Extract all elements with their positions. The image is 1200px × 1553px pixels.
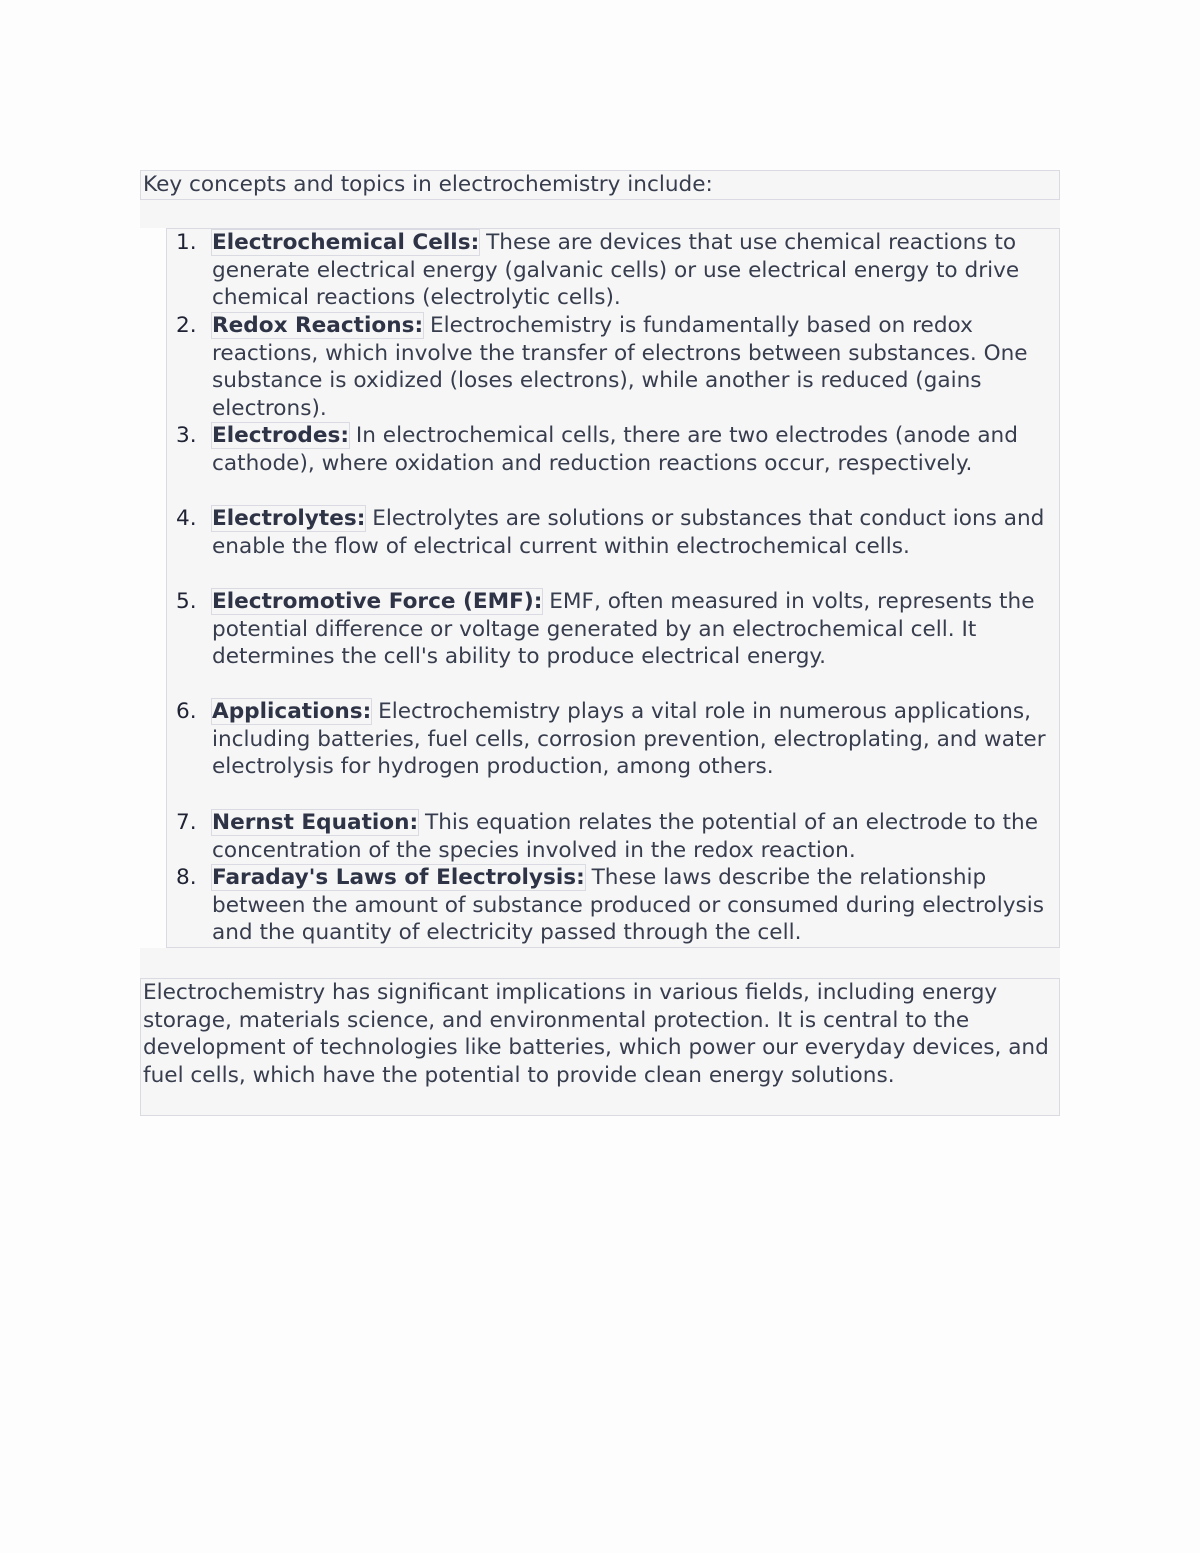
list-item-description: This equation relates the potential of an electrode to the concentration of the species involved in the redox reaction. (212, 810, 1038, 863)
list-item-description: Electrochemistry plays a vital role in numerous applications, including batteries, fuel cells, corrosion prevention, electroplating, and water electrolysis for hydrogen production, among others. (212, 699, 1046, 780)
list-item-number: 2. (176, 313, 197, 338)
list-item-term: Electrodes: (212, 423, 349, 448)
list-indent (140, 228, 166, 948)
list-item-term: Redox Reactions: (212, 313, 424, 338)
list-item-term: Faraday's Laws of Electrolysis: (212, 865, 585, 890)
list-item-number: 1. (176, 230, 197, 255)
list-item-number: 4. (176, 506, 197, 531)
list-item-number: 3. (176, 423, 197, 448)
list-item-description: In electrochemical cells, there are two electrodes (anode and cathode), where oxidation and reduction reactions occur, respectively. (212, 423, 1018, 476)
list-item-number: 6. (176, 699, 197, 724)
list-item-description: These are devices that use chemical reactions to generate electrical energy (galvanic cells) or use electrical energy to drive chemical reactions (electrolytic cells). (212, 230, 1020, 311)
list-item-term: Applications: (212, 699, 372, 724)
list-item-term: Electromotive Force (EMF): (212, 589, 543, 614)
list-item-description: Electrochemistry is fundamentally based on redox reactions, which involve the transfer of electrons between substances. One substance is oxidized (loses electrons), while another is reduced (gains electrons). (212, 313, 1028, 421)
list-item-term: Nernst Equation: (212, 810, 419, 835)
list-item-description: Electrolytes are solutions or substances that conduct ions and enable the flow of electrical current within electrochemical cells. (212, 506, 1045, 559)
list-item-term: Electrochemical Cells: (212, 230, 480, 255)
list-item-number: 8. (176, 865, 197, 890)
list-item-number: 7. (176, 810, 197, 835)
concepts-list-box (166, 228, 1060, 948)
divider (140, 200, 1060, 228)
intro-paragraph: Key concepts and topics in electrochemistry include: (140, 170, 1060, 200)
list-item-description: EMF, often measured in volts, represents the potential difference or voltage generated by an electrochemical cell. It determines the cell's ability to produce electrical energy. (212, 589, 1035, 670)
divider (140, 948, 1060, 978)
conclusion-paragraph: Electrochemistry has significant implications in various fields, including energy storage, materials science, and environmental protection. It is central to the development of technologies like batteries, which power our everyday devices, and fuel cells, which have the potential to provide clean energy solutions. (140, 978, 1060, 1116)
list-item-number: 5. (176, 589, 197, 614)
list-item-description: These laws describe the relationship between the amount of substance produced or consumed during electrolysis and the quantity of electricity passed through the cell. (212, 865, 1045, 946)
list-item-term: Electrolytes: (212, 506, 366, 531)
